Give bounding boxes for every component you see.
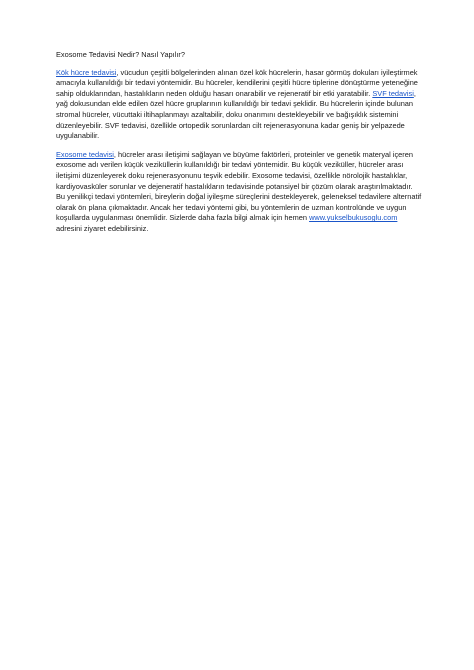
stem-cell-therapy-link[interactable]: Kök hücre tedavisi xyxy=(56,67,117,77)
paragraph-text: , hücreler arası iletişimi sağlayan ve büyüme faktörleri, proteinler ve genetik materyal içeren exosome adı verilen küçük veziküllerin kullanıldığı bir tedavi yöntemidir. Bu küçük veziküller, hücreler arası iletişimi düzenleyerek doku rejenerasyonunu teşvik edebilir. Exosome tedavisi, özellikle nörolojik hastalıklar, kardiyovasküler sorunlar ve dejeneratif hastalıkların tedavisinde potansiyel bir çözüm olarak araştırılmaktadır. Bu yenilikçi tedavi yöntemleri, bireylerin doğal iyileşme süreçlerini destekleyerek, geleneksel tedavilere alternatif olarak ön plana çıkmaktadır. Ancak her tedavi yöntemi gibi, bu yöntemlerin de uzman kontrolünde ve uygun koşullarda uygulanması önemlidir. Sizlerde daha fazla bilgi almak için hemen xyxy=(56,149,422,223)
document-body xyxy=(56,50,422,243)
exosome-therapy-link[interactable]: Exosome tedavisi xyxy=(56,149,114,159)
document-title: Exosome Tedavisi Nedir? Nasıl Yapılır? xyxy=(56,50,185,59)
paragraph-text: , yağ dokusundan elde edilen özel hücre gruplarının kullanıldığı bir tedavi şeklidir. Bu hücrelerin içinde bulunan stromal hücreler, vücuttaki iltihaplanmayı azaltabilir, doku onarımını destekleyebilir ve bağışıklık sistemini düzenleyebilir. SVF tedavisi, özellikle ortopedik sorunlardan cilt rejenerasyonuna kadar geniş bir yelpazede uygulanabilir. xyxy=(56,88,416,141)
website-link[interactable]: www.yukselbukusoglu.com xyxy=(309,213,398,223)
paragraph-text: adresini ziyaret edebilirsiniz. xyxy=(56,223,149,233)
paragraph-stem-cell-svf xyxy=(56,68,422,142)
svf-therapy-link[interactable]: SVF tedavisi xyxy=(372,88,414,98)
paragraph-text: , vücudun çeşitli bölgelerinden alınan özel kök hücrelerin, hasar görmüş dokuları iyileştirmek amacıyla kullanıldığı bir tedavi yöntemidir. Bu hücreler, kendilerini çeşitli hücre tiplerine dönüştürme yeteneğine sahip olduklarından, hastalıkların neden olduğu hasarı onarabilir ve rejeneratif bir etki yaratabilir. xyxy=(56,67,418,98)
paragraph-exosome xyxy=(56,150,422,235)
